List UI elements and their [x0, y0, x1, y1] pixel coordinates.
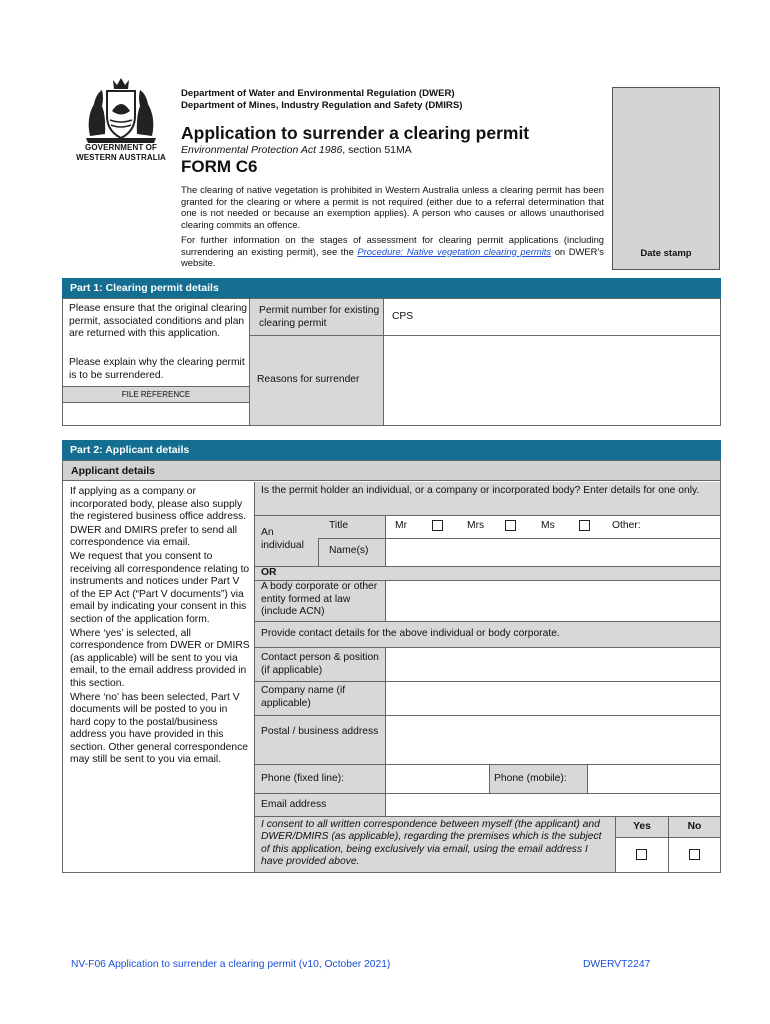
- names-label: Name(s): [329, 545, 369, 556]
- instr-yes: Where ‘yes’ is selected, all correspondence from DWER or DMIRS (as applicable) will be sent to you via email, to the email address provided in this section.: [70, 627, 250, 689]
- title-ms-label: Ms: [541, 520, 555, 531]
- reasons-label: Reasons for surrender: [257, 374, 360, 385]
- holder-type-question: Is the permit holder an individual, or a company or incorporated body? Enter details for one only.: [261, 485, 700, 496]
- company-name-input[interactable]: [386, 682, 720, 715]
- part1-section: [62, 278, 721, 426]
- info-suffix: on DWER’s website.: [181, 245, 604, 268]
- names-input[interactable]: [386, 539, 720, 566]
- consent-no-checkbox[interactable]: [689, 849, 700, 860]
- reasons-label-cell: [250, 336, 383, 425]
- consent-yes-label: Yes: [633, 821, 651, 832]
- title-ms-checkbox[interactable]: [579, 520, 590, 531]
- consent-text: I consent to all written correspondence between myself (the applicant) and DWER/DMIRS (as applicable), regarding the premises which is the subject of this application, being exclusively via email, using the email address I have provided above.: [261, 819, 602, 868]
- title-mrs-checkbox[interactable]: [505, 520, 516, 531]
- email-input[interactable]: [386, 794, 720, 816]
- contact-person-label: Contact person & position (if applicable): [261, 652, 379, 676]
- contact-person-label-cell: [255, 648, 385, 681]
- consent-text-cell: [255, 817, 615, 872]
- email-label: Email address: [261, 799, 327, 810]
- an-individual-label: An individual: [261, 527, 304, 551]
- title-other-input[interactable]: [660, 517, 720, 538]
- phone-fixed-label: Phone (fixed line):: [261, 773, 344, 784]
- applicant-details-subheading: Applicant details: [63, 461, 720, 481]
- instr-consent: We request that you consent to receiving all correspondence relating to instruments and notices under Part V of the EP Act (“Part V documents”) via email by indicating your consent in this section of the application form.: [70, 550, 250, 625]
- department-dmirs: Department of Mines, Industry Regulation and Safety (DMIRS): [181, 100, 463, 111]
- department-dwer: Department of Water and Environmental Regulation (DWER): [181, 88, 455, 99]
- permit-number-label-cell: [250, 299, 383, 335]
- postal-input[interactable]: [386, 716, 720, 764]
- applicant-instructions: [70, 486, 250, 767]
- title-mrs-label: Mrs: [467, 520, 485, 531]
- phone-mobile-label: Phone (mobile):: [494, 773, 567, 784]
- date-stamp-label: Date stamp: [640, 248, 692, 259]
- contact-heading: Provide contact details for the above individual or body corporate.: [261, 628, 560, 639]
- title-other-label: Other:: [612, 520, 641, 531]
- act-name: Environmental Protection Act 1986: [181, 144, 343, 156]
- phone-fixed-input[interactable]: [386, 765, 489, 793]
- body-corporate-label-cell: [255, 581, 385, 621]
- instr-email-pref: DWER and DMIRS prefer to send all correspondence via email.: [70, 524, 238, 549]
- instr-no: Where ‘no’ has been selected, Part V documents will be posted to you in hard copy to the postal/business address you have provided in this section. Other general correspondence may still be sent to you via email.: [70, 691, 249, 766]
- part2-table: [62, 460, 721, 873]
- or-row: [255, 567, 720, 580]
- or-label: OR: [261, 567, 277, 578]
- act-section: , section 51MA: [342, 144, 412, 156]
- info-paragraph: [181, 234, 604, 269]
- no-header-cell: [669, 817, 720, 837]
- permit-number-label: Permit number for existing clearing permit: [259, 305, 380, 329]
- file-reference-label: FILE REFERENCE: [63, 386, 249, 403]
- yes-header-cell: [616, 817, 668, 837]
- postal-label: Postal / business address: [261, 726, 379, 737]
- part2-section: [62, 440, 721, 873]
- instr-company: If applying as a company or incorporated body, please also supply the registered business office address.: [70, 486, 247, 523]
- part1-note-original-permit: Please ensure that the original clearing permit, associated conditions and plan are returned with this application.: [69, 303, 248, 339]
- part1-note-explain: Please explain why the clearing permit is to be surrendered.: [69, 357, 245, 381]
- permit-number-input[interactable]: CPS: [392, 311, 414, 322]
- consent-yes-checkbox[interactable]: [636, 849, 647, 860]
- company-name-label-cell: [255, 682, 385, 715]
- body-corporate-label: A body corporate or other entity formed at law (include ACN): [261, 581, 378, 617]
- email-label-cell: [255, 794, 385, 816]
- title-mr-checkbox[interactable]: [432, 520, 443, 531]
- part2-heading: Part 2: Applicant details: [62, 440, 721, 460]
- procedure-link[interactable]: Procedure: Native vegetation clearing permits: [357, 245, 552, 257]
- phone-mobile-input[interactable]: [588, 765, 720, 793]
- part1-table: [62, 298, 721, 426]
- consent-no-label: No: [687, 821, 702, 832]
- title-label: Title: [329, 520, 349, 531]
- form-title: Application to surrender a clearing permit: [181, 123, 530, 143]
- footer-document-code: DWERVT2247: [583, 959, 651, 970]
- department-names: [181, 88, 462, 112]
- title-mr-label: Mr: [395, 520, 408, 531]
- intro-paragraph: The clearing of native vegetation is prohibited in Western Australia unless a clearing permit has been granted for the clearing or where a permit is not required (either due to a referral determination that one is not needed or because an exemption applies). A person who causes or allows unauthorised clearing commits an offence.: [181, 184, 604, 230]
- phone-mobile-label-cell: [490, 765, 587, 793]
- phone-fixed-label-cell: [255, 765, 385, 793]
- act-reference: [181, 144, 412, 156]
- company-name-label: Company name (if applicable): [261, 685, 346, 709]
- date-stamp-box: [612, 87, 720, 270]
- postal-label-cell: [255, 716, 385, 764]
- body-corporate-input[interactable]: [386, 581, 720, 621]
- footer-document-version: NV-F06 Application to surrender a clearing permit (v10, October 2021): [71, 959, 391, 970]
- part1-heading: Part 1: Clearing permit details: [62, 278, 721, 298]
- file-reference-input[interactable]: [63, 403, 249, 425]
- contact-person-input[interactable]: [386, 648, 720, 681]
- question-cell: [255, 482, 720, 515]
- form-code: FORM C6: [181, 157, 258, 176]
- crest-caption: GOVERNMENT OF WESTERN AUSTRALIA: [76, 143, 166, 162]
- info-prefix: For further information on the stages of assessment for clearing permit applications (including surrendering an existing permit), see the: [181, 234, 604, 257]
- contact-heading-cell: [255, 622, 720, 647]
- reasons-input[interactable]: [384, 336, 720, 425]
